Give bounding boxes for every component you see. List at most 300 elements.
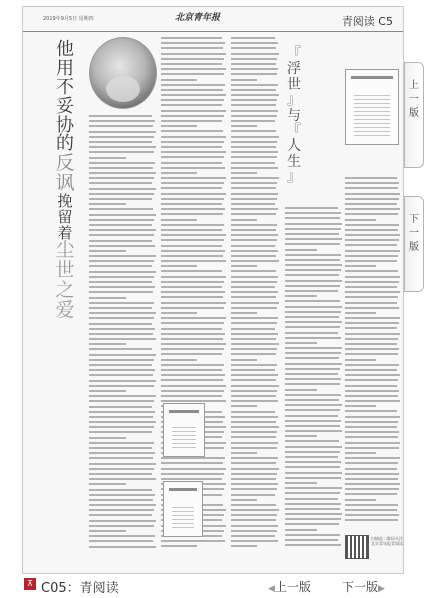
text-line: [231, 120, 275, 122]
text-line: [285, 264, 342, 266]
text-line: [285, 274, 339, 276]
text-line: [345, 260, 397, 262]
text-line: [345, 421, 398, 423]
text-line: [89, 208, 153, 210]
text-line: [231, 281, 277, 283]
text-line: [161, 400, 226, 402]
text-line: [89, 514, 152, 516]
text-line: [345, 385, 397, 387]
text-line: [231, 141, 277, 143]
text-line: [345, 436, 398, 438]
text-line: [345, 442, 400, 444]
text-line: [161, 333, 225, 335]
text-line: [89, 525, 154, 527]
text-line: [345, 317, 400, 319]
text-line: [231, 182, 277, 184]
text-line: [89, 234, 154, 236]
text-line: [231, 234, 278, 236]
text-line: [89, 271, 156, 273]
text-line: [231, 37, 275, 39]
text-line: [285, 357, 339, 359]
text-line: [89, 125, 153, 127]
text-line: [231, 125, 257, 127]
text-line: [285, 435, 317, 437]
text-line: [231, 338, 276, 340]
text-line: [231, 494, 275, 496]
text-line: [161, 239, 224, 241]
text-line: [345, 395, 398, 397]
text-line: [231, 322, 277, 324]
text-line: [161, 198, 224, 200]
triangle-right-icon: ▶: [378, 584, 385, 594]
text-line: [231, 260, 279, 262]
text-line: [231, 514, 277, 516]
text-line: [231, 42, 278, 44]
text-line: [285, 207, 338, 209]
text-line: [89, 214, 156, 216]
text-line: [161, 213, 223, 215]
text-line: [161, 250, 225, 252]
text-line: [231, 203, 275, 205]
text-line: [231, 187, 276, 189]
text-line: [285, 477, 341, 479]
text-line: [161, 260, 226, 262]
text-line: [285, 508, 340, 510]
text-line: [161, 136, 226, 138]
text-line: [345, 203, 397, 205]
text-line: [161, 369, 222, 371]
text-line: [89, 328, 155, 330]
text-line: [231, 364, 277, 366]
text-line: [231, 504, 276, 506]
text-line: [231, 99, 277, 101]
text-line: [285, 399, 339, 401]
text-line: [285, 513, 342, 515]
text-line: [89, 509, 154, 511]
text-line: [345, 416, 400, 418]
page-label[interactable]: C05：青阅读: [41, 581, 119, 596]
text-line: [285, 285, 340, 287]
text-line: [161, 540, 225, 542]
headline-char: 尘: [55, 239, 75, 262]
text-line: [161, 68, 226, 70]
text-line: [161, 110, 226, 112]
text-line: [285, 534, 340, 536]
headline-char: 着: [57, 223, 73, 242]
text-line: [345, 493, 397, 495]
text-line: [285, 212, 341, 214]
text-line: [161, 104, 222, 106]
masthead: [23, 7, 403, 32]
text-line: [89, 131, 156, 133]
text-line: [345, 410, 397, 412]
text-line: [161, 130, 223, 132]
prev-page-tab-label: 版: [409, 108, 419, 119]
text-line: [161, 338, 223, 340]
text-line: [285, 523, 339, 525]
text-line: [231, 530, 277, 532]
text-line: [161, 42, 225, 44]
text-line: [161, 478, 222, 480]
text-line: [231, 58, 277, 60]
text-line: [345, 229, 398, 231]
text-line: [345, 447, 399, 449]
book-cover-image: [163, 481, 203, 537]
text-line: [161, 193, 226, 195]
text-line: [89, 188, 156, 190]
text-line: [345, 250, 400, 252]
text-line: [345, 359, 376, 361]
text-line: [161, 187, 222, 189]
text-line: [231, 213, 276, 215]
text-line: [231, 462, 276, 464]
text-line: [285, 223, 342, 225]
text-line: [89, 483, 126, 485]
text-line: [89, 442, 154, 444]
text-line: [231, 239, 277, 241]
text-line: [345, 265, 376, 267]
headline-char: 世: [55, 259, 75, 282]
text-line: [231, 343, 279, 345]
text-line: [231, 488, 277, 490]
headline-char: 人: [287, 138, 301, 155]
text-line: [89, 219, 154, 221]
text-line: [89, 411, 155, 413]
headline-char: 与: [287, 107, 301, 124]
text-line: [231, 540, 278, 542]
text-line: [161, 84, 225, 86]
text-line: [345, 187, 398, 189]
text-line: [345, 244, 397, 246]
text-column: [89, 115, 157, 555]
text-line: [89, 468, 154, 470]
text-line: [231, 431, 277, 433]
text-line: [161, 390, 224, 392]
text-line: [345, 462, 398, 464]
text-line: [231, 63, 276, 65]
text-line: [231, 198, 277, 200]
text-line: [161, 151, 226, 153]
text-line: [161, 296, 223, 298]
text-line: [345, 364, 399, 366]
text-line: [89, 385, 154, 387]
text-line: [89, 203, 126, 205]
text-line: [89, 245, 155, 247]
text-line: [161, 208, 225, 210]
text-line: [89, 374, 153, 376]
text-line: [161, 312, 197, 314]
text-line: [161, 146, 222, 148]
text-line: [89, 224, 152, 226]
text-line: [345, 239, 399, 241]
text-line: [89, 499, 153, 501]
text-line: [161, 120, 222, 122]
text-line: [345, 369, 397, 371]
text-line: [161, 47, 223, 49]
text-line: [285, 420, 341, 422]
text-line: [161, 545, 197, 547]
text-line: [89, 343, 126, 345]
text-line: [161, 94, 226, 96]
text-line: [285, 259, 340, 261]
text-line: [231, 79, 257, 81]
side-navigation: [404, 62, 426, 502]
headline-char: 浮: [287, 61, 301, 78]
text-line: [89, 115, 152, 117]
text-line: [89, 141, 152, 143]
text-line: [161, 229, 222, 231]
text-line: [285, 280, 342, 282]
text-line: [345, 224, 399, 226]
text-line: [345, 405, 376, 407]
text-line: [285, 389, 317, 391]
headline-char: 的: [56, 133, 74, 155]
text-line: [231, 483, 278, 485]
text-line: [285, 539, 338, 541]
text-line: [345, 281, 399, 283]
text-line: [345, 478, 398, 480]
masthead-section: 青阅读 C5: [341, 15, 393, 28]
text-line: [345, 208, 400, 210]
text-line: [89, 457, 153, 459]
text-line: [345, 296, 398, 298]
text-line: [89, 291, 153, 293]
text-line: [161, 141, 224, 143]
text-line: [231, 312, 257, 314]
prev-page-tab[interactable]: [404, 62, 424, 168]
text-line: [285, 425, 340, 427]
text-line: [161, 224, 224, 226]
text-line: [285, 238, 342, 240]
text-line: [345, 333, 400, 335]
text-line: [89, 473, 152, 475]
prev-page-tab-label: 一: [409, 94, 419, 105]
text-line: [161, 291, 225, 293]
text-line: [231, 265, 257, 267]
text-line: [345, 499, 376, 501]
text-line: [161, 322, 224, 324]
text-line: [89, 406, 152, 408]
text-line: [89, 437, 126, 439]
text-line: [231, 405, 257, 407]
text-line: [231, 245, 275, 247]
headline-char: 之: [55, 279, 75, 302]
text-line: [161, 167, 225, 169]
text-line: [231, 255, 276, 257]
text-line: [231, 156, 277, 158]
text-line: [89, 452, 155, 454]
text-line: [285, 243, 340, 245]
next-page-tab-label: 下: [409, 214, 419, 225]
text-line: [231, 473, 277, 475]
text-line: [161, 307, 224, 309]
text-line: [285, 228, 341, 230]
headline-char: 留: [57, 207, 73, 226]
text-line: [89, 447, 152, 449]
text-line: [285, 249, 317, 251]
text-line: [161, 374, 225, 376]
text-line: [89, 421, 156, 423]
page-marker-icon: ⊼: [24, 578, 36, 590]
text-line: [285, 487, 342, 489]
text-line: [161, 53, 226, 55]
text-line: [285, 233, 339, 235]
text-line: [285, 456, 338, 458]
text-line: [285, 373, 338, 375]
text-line: [89, 463, 156, 465]
text-line: [89, 348, 152, 350]
text-line: [231, 442, 278, 444]
text-line: [285, 415, 338, 417]
headline-char: 生: [287, 153, 301, 170]
text-line: [89, 530, 126, 532]
text-line: [231, 416, 278, 418]
text-line: [231, 208, 278, 210]
text-line: [161, 63, 222, 65]
next-page-tab-label: 一: [409, 228, 419, 239]
text-line: [231, 162, 275, 164]
text-line: [285, 518, 341, 520]
text-line: [161, 317, 226, 319]
text-line: [285, 472, 342, 474]
text-line: [345, 270, 398, 272]
text-line: [89, 182, 152, 184]
text-line: [285, 254, 341, 256]
text-line: [89, 535, 155, 537]
text-line: [285, 337, 341, 339]
text-line: [161, 385, 226, 387]
text-line: [89, 546, 156, 548]
text-line: [89, 364, 152, 366]
text-line: [161, 37, 222, 39]
headline-line-1: [53, 41, 77, 154]
prev-page-link[interactable]: [268, 578, 311, 595]
text-line: [231, 136, 279, 138]
prev-page-link-label: 上一版: [274, 580, 311, 594]
headline-char: 妥: [56, 95, 74, 117]
text-line: [345, 400, 400, 402]
text-line: [161, 395, 222, 397]
headline-char: 『: [287, 122, 301, 139]
text-line: [345, 198, 399, 200]
text-line: [161, 276, 226, 278]
text-line: [231, 545, 257, 547]
text-line: [285, 492, 340, 494]
text-line: [231, 110, 278, 112]
text-line: [161, 89, 223, 91]
book-cover-image: [163, 403, 205, 457]
text-line: [89, 354, 156, 356]
text-line: [89, 281, 152, 283]
text-line: [345, 468, 397, 470]
book-cover-image: [345, 69, 399, 145]
text-line: [161, 462, 223, 464]
text-column: [345, 177, 401, 529]
text-line: [89, 136, 154, 138]
text-line: [231, 369, 275, 371]
text-line: [161, 286, 222, 288]
text-line: [231, 509, 279, 511]
headline-char: 不: [56, 76, 74, 98]
text-column: [285, 207, 343, 555]
text-line: [285, 352, 341, 354]
text-line: [231, 385, 279, 387]
text-line: [231, 374, 278, 376]
text-line: [161, 270, 222, 272]
text-line: [161, 177, 226, 179]
text-line: [231, 426, 279, 428]
text-line: [161, 182, 224, 184]
text-line: [231, 177, 279, 179]
text-line: [285, 451, 340, 453]
text-line: [231, 146, 276, 148]
text-line: [161, 473, 224, 475]
text-line: [231, 457, 278, 459]
text-line: [89, 198, 152, 200]
text-line: [345, 234, 400, 236]
next-page-tab[interactable]: [404, 196, 424, 292]
text-line: [161, 73, 224, 75]
text-line: [285, 311, 341, 313]
headline-char: 『: [287, 46, 301, 62]
text-line: [345, 488, 399, 490]
text-line: [231, 84, 278, 86]
text-line: [231, 478, 276, 480]
text-line: [285, 363, 342, 365]
text-line: [89, 167, 153, 169]
text-line: [285, 332, 338, 334]
text-line: [231, 73, 277, 75]
text-line: [231, 104, 276, 106]
text-line: [231, 395, 276, 397]
text-line: [345, 312, 376, 314]
text-line: [345, 291, 400, 293]
footer-bar: [24, 576, 404, 596]
text-line: [161, 58, 224, 60]
text-line: [89, 312, 156, 314]
text-line: [345, 473, 399, 475]
text-line: [89, 317, 154, 319]
headline-char: 反: [55, 152, 75, 175]
text-line: [231, 130, 276, 132]
text-line: [231, 172, 257, 174]
text-line: [89, 390, 126, 392]
text-line: [161, 468, 226, 470]
text-line: [345, 193, 400, 195]
text-line: [89, 307, 152, 309]
text-line: [231, 333, 278, 335]
text-line: [161, 353, 222, 355]
text-line: [345, 504, 398, 506]
text-line: [285, 347, 342, 349]
text-line: [285, 368, 340, 370]
headline-char: 』: [287, 169, 301, 186]
headline-char: 他: [56, 39, 74, 60]
text-line: [231, 519, 276, 521]
headline-char: 挽: [57, 192, 73, 211]
article-headline: [53, 41, 77, 321]
text-line: [161, 79, 197, 81]
next-page-link[interactable]: [342, 578, 385, 595]
text-line: [285, 503, 341, 505]
text-line: [89, 338, 156, 340]
text-line: [161, 255, 223, 257]
prev-page-tab-label: 上: [409, 80, 419, 91]
text-line: [231, 167, 278, 169]
text-line: [161, 162, 222, 164]
text-line: [345, 276, 400, 278]
text-line: [285, 300, 340, 302]
